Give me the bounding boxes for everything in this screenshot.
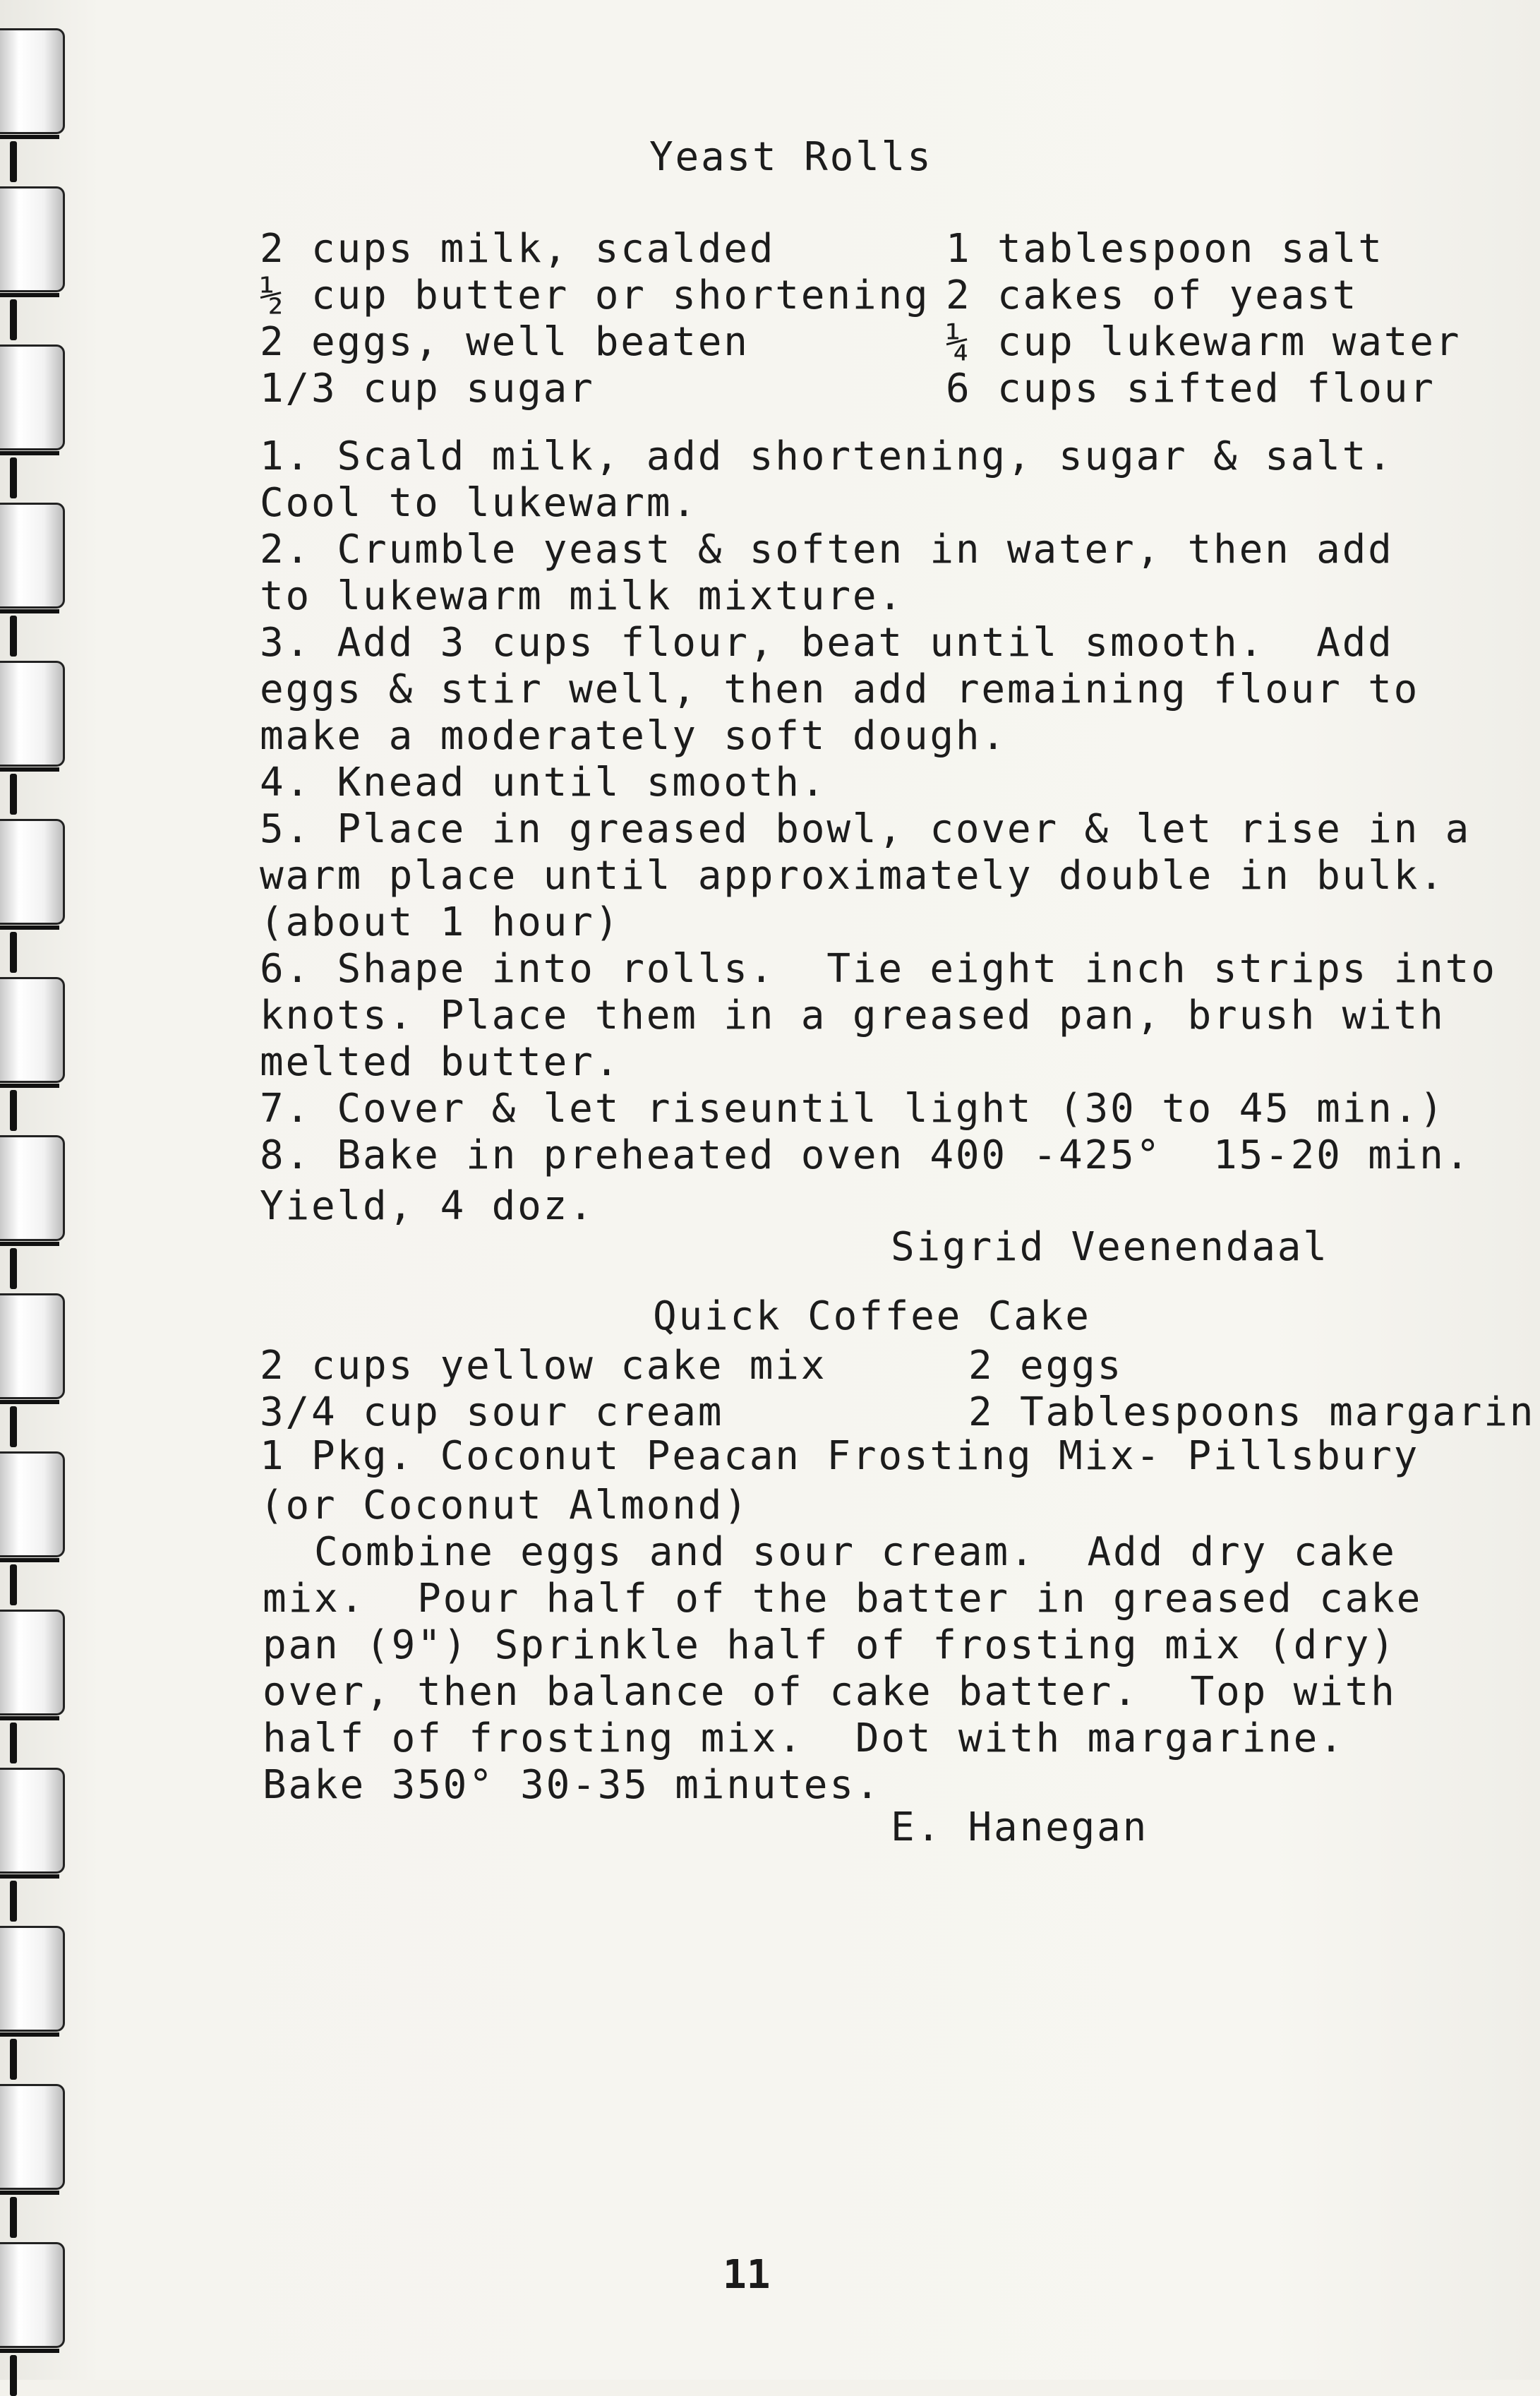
binding-hole — [10, 2039, 17, 2080]
page-number: 11 — [723, 2252, 771, 2298]
direction-line: 6. Shape into rolls. Tie eight inch strips into — [260, 946, 1497, 992]
ingredient: 2 eggs, well beaten — [260, 319, 750, 365]
binding-hole — [10, 299, 17, 340]
ingredient: 1 tablespoon salt — [946, 226, 1384, 272]
ingredient: ½ cup butter or shortening — [260, 272, 930, 318]
direction-line: 1. Scald milk, add shortening, sugar & salt. — [260, 433, 1394, 479]
binding-ring — [0, 186, 65, 292]
binding-ring — [0, 1293, 65, 1399]
direction-line: Yield, 4 doz. — [260, 1183, 595, 1229]
binding-ring — [0, 503, 65, 609]
binding-hole — [10, 1564, 17, 1605]
spiral-binding — [0, 0, 78, 2380]
binding-hole — [10, 1881, 17, 1922]
binding-hole — [10, 141, 17, 182]
direction-line: 5. Place in greased bowl, cover & let rise in a — [260, 806, 1472, 852]
binding-ring — [0, 661, 65, 767]
binding-ring — [0, 345, 65, 450]
direction-line: eggs & stir well, then add remaining flour to — [260, 666, 1420, 712]
binding-hole — [10, 1723, 17, 1763]
direction-line: warm place until approximately double in bulk. — [260, 853, 1445, 899]
binding-ring — [0, 977, 65, 1083]
direction-line: (about 1 hour) — [260, 899, 621, 945]
ingredient: 1 Pkg. Coconut Peacan Frosting Mix- Pillsbury — [260, 1433, 1420, 1479]
direction-line: Bake 350° 30-35 minutes. — [263, 1762, 882, 1808]
ingredient: ¼ cup lukewarm water — [946, 319, 1462, 365]
binding-ring — [0, 1135, 65, 1241]
ingredient: 3/4 cup sour cream — [260, 1389, 724, 1435]
ingredient: 2 cups yellow cake mix — [260, 1343, 827, 1389]
binding-ring — [0, 1926, 65, 2032]
ingredient: (or Coconut Almond) — [260, 1482, 750, 1528]
binding-ring — [0, 1610, 65, 1715]
recipe-author: Sigrid Veenendaal — [891, 1224, 1329, 1270]
direction-line: half of frosting mix. Dot with margarine. — [263, 1715, 1345, 1761]
direction-line: pan (9") Sprinkle half of frosting mix (dry) — [263, 1622, 1397, 1668]
binding-ring — [0, 2242, 65, 2348]
direction-line: mix. Pour half of the batter in greased cake — [263, 1576, 1423, 1622]
binding-hole — [10, 1406, 17, 1447]
ingredient: 2 cakes of yeast — [946, 272, 1359, 318]
direction-line: 3. Add 3 cups flour, beat until smooth. Add — [260, 620, 1394, 666]
recipe-title: Yeast Rolls — [649, 134, 933, 180]
direction-line: to lukewarm milk mixture. — [260, 573, 904, 619]
binding-ring — [0, 1451, 65, 1557]
ingredient: 1/3 cup sugar — [260, 366, 595, 412]
direction-line: 4. Knead until smooth. — [260, 760, 827, 805]
binding-ring — [0, 819, 65, 925]
binding-ring — [0, 2084, 65, 2190]
direction-line: melted butter. — [260, 1039, 621, 1085]
ingredient: 2 eggs — [968, 1343, 1124, 1389]
binding-ring — [0, 1768, 65, 1874]
ingredient: 2 Tablespoons margarin — [968, 1389, 1536, 1435]
direction-line: 8. Bake in preheated oven 400 -425° 15-20 min. — [260, 1132, 1472, 1178]
binding-ring — [0, 28, 65, 134]
recipe-title: Quick Coffee Cake — [653, 1293, 1091, 1339]
direction-line: over, then balance of cake batter. Top with — [263, 1669, 1397, 1715]
ingredient: 2 cups milk, scalded — [260, 226, 776, 272]
binding-hole — [10, 1248, 17, 1289]
binding-hole — [10, 932, 17, 973]
binding-hole — [10, 2355, 17, 2396]
binding-hole — [10, 1090, 17, 1131]
direction-line: 7. Cover & let riseuntil light (30 to 45 min.) — [260, 1086, 1445, 1132]
binding-hole — [10, 774, 17, 815]
direction-line: 2. Crumble yeast & soften in water, then add — [260, 527, 1394, 573]
direction-line: knots. Place them in a greased pan, brush with — [260, 993, 1445, 1038]
direction-line: make a moderately soft dough. — [260, 713, 1007, 759]
binding-hole — [10, 616, 17, 657]
binding-hole — [10, 457, 17, 498]
direction-line: Cool to lukewarm. — [260, 480, 698, 526]
ingredient: 6 cups sifted flour — [946, 366, 1436, 412]
recipe-author: E. Hanegan — [891, 1804, 1149, 1850]
direction-line: Combine eggs and sour cream. Add dry cake — [263, 1529, 1397, 1575]
binding-hole — [10, 2197, 17, 2238]
